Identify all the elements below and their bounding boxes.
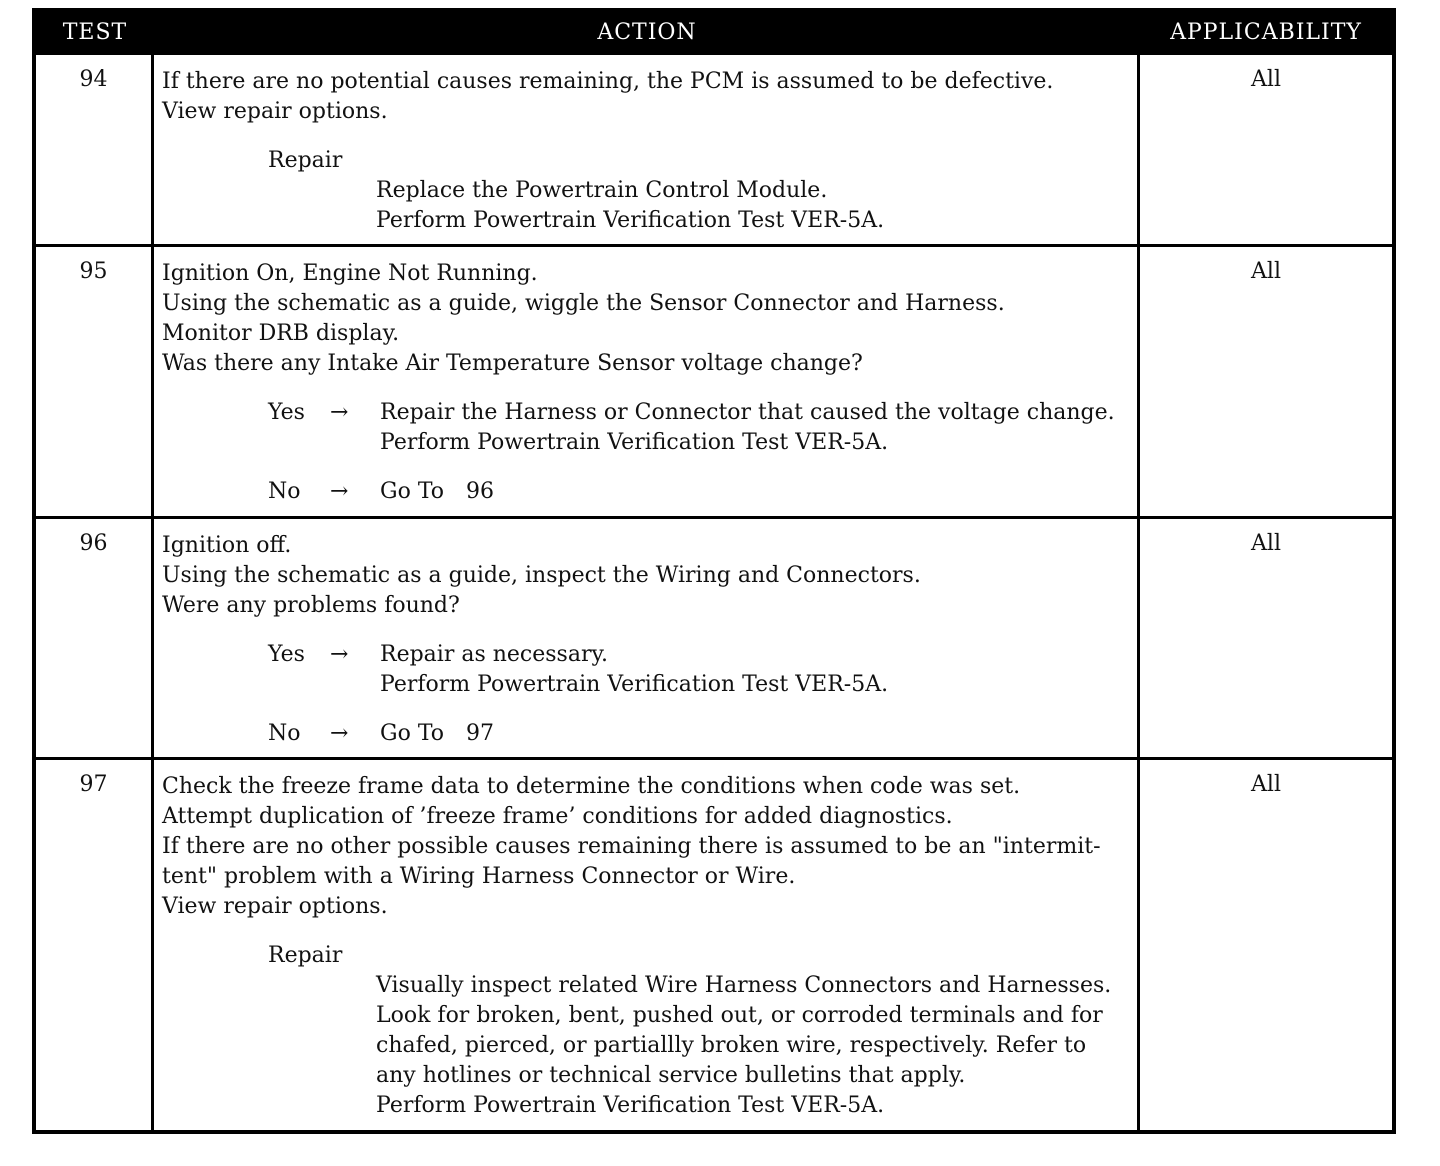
action-cell (154, 247, 1140, 516)
table-row (36, 757, 1392, 1130)
table-row (36, 52, 1392, 244)
test-number: 96 (36, 519, 154, 757)
applicability-value: All (1251, 772, 1281, 797)
test-number: 95 (36, 247, 154, 516)
action-line: If there are no other possible causes remaining there is assumed to be an "intermit- (162, 834, 1101, 859)
yes-body (380, 398, 1131, 458)
repair-line: Replace the Powertrain Control Module. (376, 178, 828, 203)
repair-line: Perform Powertrain Verification Test VER-5A. (376, 1093, 885, 1118)
repair-block (162, 941, 1131, 1121)
header-test: TEST (62, 19, 128, 45)
action-line: Ignition off. (162, 533, 292, 558)
action-line: Ignition On, Engine Not Running. (162, 261, 538, 286)
table-row (36, 244, 1392, 516)
action-cell (154, 55, 1140, 244)
repair-line: Visually inspect related Wire Harness Connectors and Harnesses. (376, 973, 1112, 998)
repair-label: Repair (268, 943, 343, 968)
repair-block (162, 146, 1131, 236)
repair-line: Look for broken, bent, pushed out, or corroded terminals and for (376, 1003, 1103, 1028)
action-cell (154, 519, 1140, 757)
applicability-value: All (1251, 259, 1281, 284)
action-line: Using the schematic as a guide, inspect the Wiring and Connectors. (162, 563, 921, 588)
action-line: Using the schematic as a guide, wiggle the Sensor Connector and Harness. (162, 291, 1005, 316)
yes-label: Yes (268, 400, 305, 425)
test-number: 94 (36, 55, 154, 244)
goto-label: Go To (380, 479, 445, 504)
action-line: Check the freeze frame data to determine the conditions when code was set. (162, 774, 1021, 799)
yes-label: Yes (268, 642, 305, 667)
yes-outcome (162, 640, 1131, 700)
repair-line: Perform Powertrain Verification Test VER-5A. (376, 208, 885, 233)
action-cell (154, 760, 1140, 1130)
arrow-right-icon: → (330, 479, 349, 504)
yes-outcome (162, 398, 1131, 458)
goto-label: Go To (380, 721, 445, 746)
applicability-value: All (1251, 67, 1281, 92)
table-header (36, 12, 1392, 52)
goto-number: 96 (466, 479, 495, 504)
yes-body (380, 640, 1131, 700)
arrow-right-icon: → (330, 642, 349, 667)
action-line: Attempt duplication of ’freeze frame’ conditions for added diagnostics. (162, 804, 953, 829)
no-outcome (162, 719, 1131, 749)
table-row (36, 516, 1392, 757)
action-line: tent" problem with a Wiring Harness Connector or Wire. (162, 864, 796, 889)
diagnostic-test-table (32, 8, 1396, 1134)
goto-number: 97 (466, 721, 495, 746)
goto-link[interactable] (380, 477, 1131, 507)
repair-line: any hotlines or technical service bulletins that apply. (376, 1063, 966, 1088)
action-line: Monitor DRB display. (162, 321, 400, 346)
arrow-right-icon: → (330, 721, 349, 746)
repair-label: Repair (268, 148, 343, 173)
applicability-value: All (1251, 531, 1281, 556)
action-line: Was there any Intake Air Temperature Sensor voltage change? (162, 351, 863, 376)
yes-line: Perform Powertrain Verification Test VER-5A. (380, 672, 889, 697)
action-line: View repair options. (162, 894, 388, 919)
repair-line: chafed, pierced, or partiallly broken wire, respectively. Refer to (376, 1033, 1087, 1058)
action-line: View repair options. (162, 99, 388, 124)
action-line: Were any problems found? (162, 593, 460, 618)
header-action: ACTION (597, 19, 697, 45)
action-line: If there are no potential causes remaining, the PCM is assumed to be defective. (162, 69, 1054, 94)
yes-line: Repair as necessary. (380, 642, 608, 667)
no-label: No (268, 721, 301, 746)
header-applicability: APPLICABILITY (1170, 19, 1362, 45)
yes-line: Repair the Harness or Connector that caused the voltage change. (380, 400, 1115, 425)
arrow-right-icon: → (330, 400, 349, 425)
no-outcome (162, 477, 1131, 507)
no-label: No (268, 479, 301, 504)
test-number: 97 (36, 760, 154, 1130)
goto-link[interactable] (380, 719, 1131, 749)
yes-line: Perform Powertrain Verification Test VER-5A. (380, 430, 889, 455)
